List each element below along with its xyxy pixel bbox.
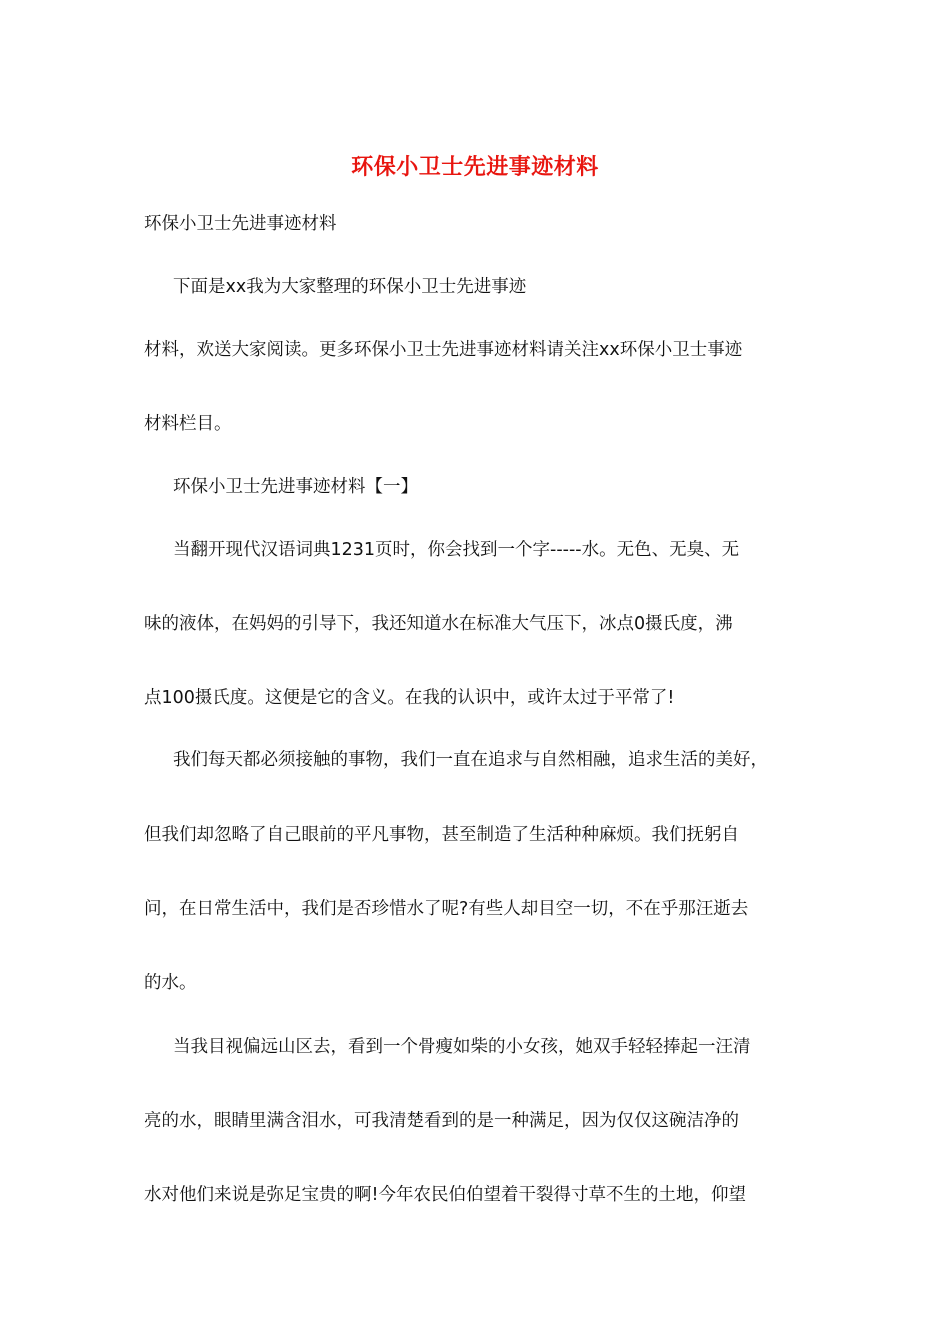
paragraph-line: 当翻开现代汉语词典1231页时，你会找到一个字-----水。无色、无臭、无 (173, 540, 740, 560)
section-heading: 环保小卫士先进事迹材料【一】 (173, 477, 418, 497)
paragraph-line: 的水。 (144, 973, 197, 993)
paragraph-line: 材料栏目。 (144, 414, 232, 434)
paragraph-line: 下面是xx我为大家整理的环保小卫士先进事迹 (173, 277, 527, 297)
paragraph-line: 水对他们来说是弥足宝贵的啊!今年农民伯伯望着干裂得寸草不生的土地，仰望 (144, 1185, 747, 1205)
paragraph-line: 点100摄氏度。这便是它的含义。在我的认识中，或许太过于平常了! (144, 688, 675, 708)
paragraph-line: 我们每天都必须接触的事物，我们一直在追求与自然相融，追求生活的美好， (173, 750, 768, 770)
paragraph-line: 材料，欢送大家阅读。更多环保小卫士先进事迹材料请关注xx环保小卫士事迹 (144, 340, 743, 360)
subtitle-line: 环保小卫士先进事迹材料 (144, 214, 337, 234)
paragraph-line: 亮的水，眼睛里满含泪水，可我清楚看到的是一种满足，因为仅仅这碗洁净的 (144, 1111, 739, 1131)
paragraph-line: 当我目视偏远山区去，看到一个骨瘦如柴的小女孩，她双手轻轻捧起一汪清 (173, 1037, 751, 1057)
paragraph-line: 但我们却忽略了自己眼前的平凡事物，甚至制造了生活种种麻烦。我们抚躬自 (144, 825, 739, 845)
paragraph-line: 问，在日常生活中，我们是否珍惜水了呢?有些人却目空一切，不在乎那汪逝去 (144, 899, 749, 919)
document-title: 环保小卫士先进事迹材料 (351, 154, 599, 180)
paragraph-line: 味的液体，在妈妈的引导下，我还知道水在标准大气压下，冰点0摄氏度，沸 (144, 614, 733, 634)
